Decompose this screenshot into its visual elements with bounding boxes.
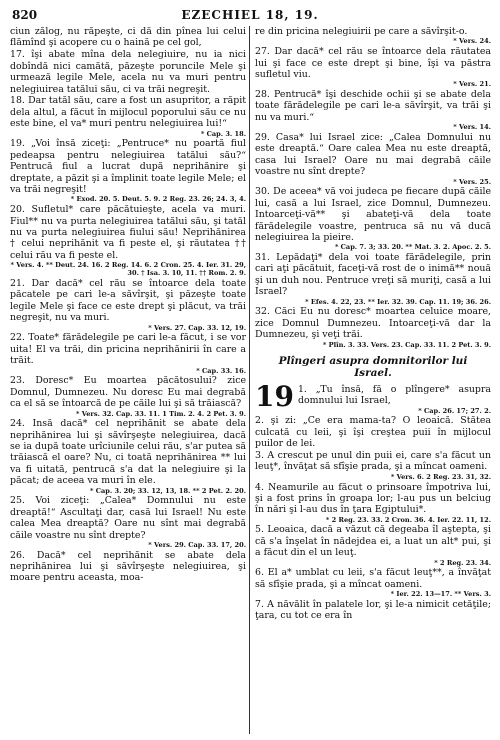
verse-text: 4. Neamurile au făcut o prinsoare împotriva lui, şi a fost prins în groapa lor; l-au pus un belciug în nări şi l-au dus în ţara Egiptului*.: [255, 481, 491, 516]
cross-reference: * Cap. 7. 3; 33. 20. ** Mat. 3. 2. Apoc. 2. 5.: [334, 243, 491, 252]
verse: [255, 132, 491, 186]
cross-reference: * Vers. 29. Cap. 33. 17, 20.: [148, 540, 246, 549]
verse-text: 1. „Tu însă, fă o plîngere* asupra domnului lui Israel,: [297, 383, 491, 407]
cross-reference: * Vers. 6. 2 Reg. 23. 31, 32.: [390, 472, 491, 481]
verse-text: 6. El a* umblat cu leii, s'a făcut leuţ**, a învăţat să sfîşie prada, şi a mîncat oameni.: [255, 567, 491, 590]
verse-text: 29. Casa* lui Israel zice: „Calea Domnului nu este dreaptă.“ Oare calea Mea nu este dreaptă, casa lui Israel? Oare nu mai degrabă căile voastre nu sînt drepte?: [255, 131, 491, 178]
verse-text: 24. Insă dacă* cel neprihănit se abate dela neprihănirea lui şi săvîrşeşte nelegiuirea, dacă se ia după toate urîciunile celui rău, s'ar putea să trăiască el oare? Nu, ci toată neprihănirea ** lui va fi uitată, pentrucă s'a dat la nelegiuire şi la păcat; de aceea va muri în ele.: [10, 418, 246, 487]
page-header: [12, 8, 488, 26]
verse: [255, 306, 491, 348]
verse-text: 5. Leoaica, dacă a văzut că degeaba îl aştepta, şi că s'a înşelat în nădejdea ei, a luat un alt* pui, şi a făcut din el un leuţ.: [255, 524, 491, 559]
verse-text: 28. Pentrucă* îşi deschide ochii şi se abate dela toate fărădelegile pe cari le-a săvîrşit, va trăi şi nu va muri.“: [255, 89, 491, 123]
cross-reference: * Cap. 3. 20; 33. 12, 13, 18. ** 2 Pet. 2. 20.: [90, 486, 246, 495]
verse: [10, 95, 246, 137]
cross-reference: * Efes. 4. 22, 23. ** Ier. 32. 39. Cap. 11. 19; 36. 26.: [305, 297, 491, 306]
page-number: 820: [12, 8, 38, 22]
verse: [255, 252, 491, 306]
cross-reference: * Exod. 20. 5. Deut. 5. 9. 2 Reg. 23. 26; 24. 3, 4.: [70, 195, 246, 204]
cross-reference: * Vers. 4. ** Deut. 24. 16. 2 Reg. 14. 6. 2 Cron. 25. 4. Ier. 31. 29, 30. † Isa. 3. 10, 11. †† Rom. 2. 9.: [10, 261, 246, 278]
verse-text: 2. şi zi: „Ce era mama-ta? O leoaică. Stătea culcată cu leii, şi îşi creştea puii în mijlocul puilor de lei.: [255, 415, 491, 450]
cross-reference: * Cap. 33. 16.: [196, 366, 246, 375]
verse: [255, 379, 491, 415]
verse-text: 7. A năvălit în palatele lor, şi le-a nimicit cetăţile; ţara, cu tot ce era în: [255, 598, 491, 622]
cross-reference: * Plîn. 3. 33. Vers. 23. Cap. 33. 11. 2 Pet. 3. 9.: [322, 340, 491, 349]
section-heading-line: Plîngeri asupra domnitorilor lui: [278, 354, 468, 367]
verse-text: 21. Dar dacă* cel rău se întoarce dela toate păcatele pe cari le-a săvîrşit, şi păzeşte toate legile Mele şi face ce este drept şi plăcut, va trăi negreşit, nu va muri.: [10, 278, 246, 324]
cross-reference: * Vers. 21.: [453, 80, 491, 89]
verse: [255, 89, 491, 131]
cross-reference: * Cap. 26. 17; 27. 2.: [418, 406, 491, 415]
verse-text: re din pricina nelegiuirii pe care a săvîrşit-o.: [255, 26, 468, 37]
verse: [255, 482, 491, 524]
verse-text: 22. Toate* fărădelegile pe cari le-a făcut, i se vor uita! El va trăi, din pricina neprihănirii în care a trăit.: [10, 332, 246, 367]
verse-text: 18. Dar tatăl său, care a fost un asupritor, a răpit dela altul, a făcut în mijlocul poporului său ce nu este bine, el va* muri pentru nelegiuirea lui!“: [10, 95, 246, 130]
verse: [10, 418, 246, 495]
cross-reference: * 2 Reg. 23. 33. 2 Cron. 36. 4. Ier. 22. 11, 12.: [325, 515, 491, 524]
verse: [10, 375, 246, 417]
verse: [10, 49, 246, 95]
verse: [10, 138, 246, 203]
verse: [10, 26, 246, 49]
verse-text: 27. Dar dacă* cel rău se întoarce dela răutatea lui şi face ce este drept şi bine, îşi va păstra sufletul viu.: [255, 46, 491, 80]
cross-reference: * Vers. 32. Cap. 33. 11. 1 Tim. 2. 4. 2 Pet. 3. 9.: [75, 409, 246, 418]
cross-reference: * Vers. 14.: [453, 123, 491, 132]
verse-text: 19. „Voi însă ziceţi: „Pentruce* nu poartă fiul pedeapsa pentru nelegiuirea tatălui său?“ Pentrucă fiul a lucrat după neprihănire şi dreptate, a păzit şi a împlinit toate legile Mele; el va trăi negreşit!: [10, 138, 246, 195]
verse: [255, 26, 491, 46]
verse-text: 3. A crescut pe unul din puii ei, care s'a făcut un leuţ*, învăţat să sfîşie prada, şi a mîncat oameni.: [255, 450, 491, 473]
verse: [255, 567, 491, 598]
verse-text: 26. Dacă* cel neprihănit se abate dela neprihănirea lui şi săvîrşeşte nelegiuirea, şi moare pentru aceasta, moa-: [10, 549, 246, 584]
column-divider: [249, 26, 250, 734]
verse-text: 30. De aceea* vă voi judeca pe fiecare după căile lui, casă a lui Israel, zice Domnul, Dumnezeu. Intoarceţi-vă** şi abateţi-vă dela toate fărădelegile voastre, pentruca să nu vă ducă nelegiuirea la pieire.: [255, 186, 491, 243]
verse-text: ciun zălog, nu răpeşte, ci dă din pînea lui celui flămînd şi acopere cu o haină pe cel gol,: [10, 26, 246, 49]
verse-text: 32. Căci Eu nu doresc* moartea celuice moare, zice Domnul Dumnezeu. Intoarceţi-vă dar la Dumnezeu, şi veţi trăi.: [255, 306, 491, 341]
verse: [255, 186, 491, 251]
cross-reference: * Ier. 22. 13—17. ** Vers. 3.: [390, 590, 491, 599]
section-heading: [255, 355, 491, 380]
verse: [255, 450, 491, 481]
section-heading-line: Israel.: [354, 367, 392, 380]
verse: [10, 550, 246, 584]
verse: [10, 495, 246, 549]
left-column: [10, 26, 246, 736]
cross-reference: * Vers. 24.: [453, 37, 491, 46]
right-column: [255, 26, 491, 736]
verse-text: 31. Lepădaţi* dela voi toate fărădelegile, prin cari aţi păcătuit, faceţi-vă rost de o inimă** nouă şi un duh nou. Pentruce vreţi să muriţi, casă a lui Israel?: [255, 252, 491, 298]
page-title: EZECHIEL 18, 19.: [181, 8, 319, 22]
cross-reference: * Vers. 25.: [453, 177, 491, 186]
verse: [255, 524, 491, 566]
cross-reference: * 2 Reg. 23. 34.: [434, 558, 491, 567]
verse: [10, 204, 246, 277]
verse-text: 17. îşi abate mîna dela nelegiuire, nu ia nici dobîndă nici camătă, păzeşte poruncile Mele şi urmează legile Mele, acela nu va muri pentru nelegiuirea tatălui său, ci va trăi negreşit.: [10, 49, 246, 95]
verse: [255, 46, 491, 88]
verse: [10, 332, 246, 374]
verse: [10, 278, 246, 332]
chapter-number: 19: [255, 379, 294, 413]
verse-text: 25. Voi ziceţi: „Calea* Domnului nu este dreaptă!“ Ascultaţi dar, casă lui Israel! Nu este calea Mea dreaptă? Oare nu sînt mai degrabă căile voastre nu sînt drepte?: [10, 495, 246, 541]
cross-reference: * Cap. 3. 18.: [200, 129, 246, 138]
verse: [255, 415, 491, 449]
verse-text: 23. Doresc* Eu moartea păcătosului? zice Domnul, Dumnezeu. Nu doresc Eu mai degrabă ca el să se întoarcă de pe căile lui şi să trăiască?: [10, 375, 246, 410]
cross-reference: * Vers. 27. Cap. 33. 12, 19.: [148, 323, 246, 332]
verse-text: 20. Sufletul* care păcătuieşte, acela va muri. Fiul** nu va purta nelegiuirea tatălui său, şi tatăl nu va purta nelegiuirea fiului său! Neprihănirea † celui neprihănit va fi peste el, şi răutatea †† celui rău va fi peste el.: [10, 204, 246, 261]
verse: [255, 599, 491, 622]
